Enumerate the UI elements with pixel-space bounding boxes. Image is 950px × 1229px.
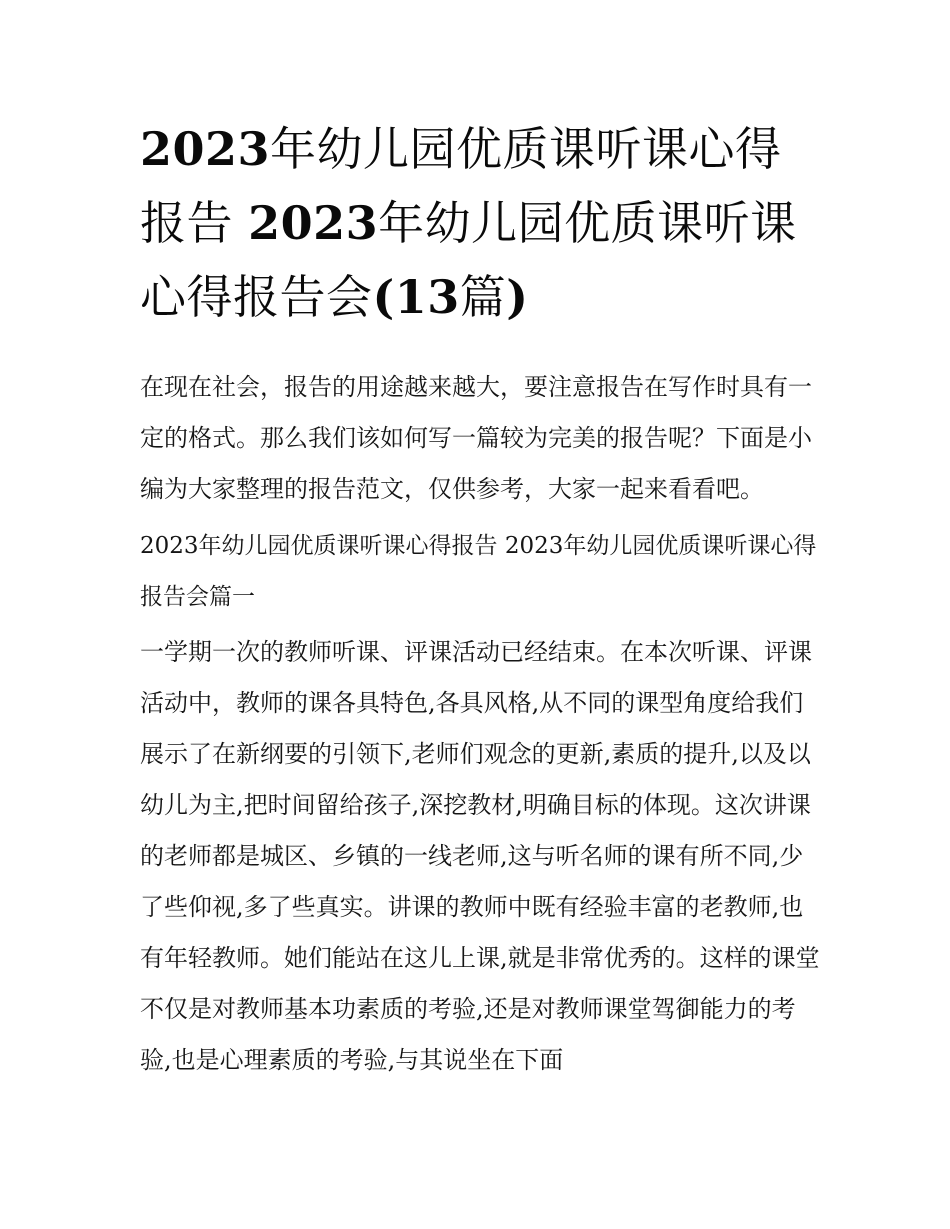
- intro-paragraph: 在现在社会，报告的用途越来越大，要注意报告在写作时具有一定的格式。那么我们该如何写一篇较为完美的报告呢？下面是小编为大家整理的报告范文，仅供参考，大家一起来看看吧。: [140, 373, 812, 503]
- document-title: 2023年幼儿园优质课听课心得报告 2023年幼儿园优质课听课心得报告会(13篇): [140, 122, 797, 324]
- section-heading: 2023年幼儿园优质课听课心得报告 2023年幼儿园优质课听课心得报告会篇一: [140, 533, 817, 610]
- body-paragraph: 一学期一次的教师听课、评课活动已经结束。在本次听课、评课活动中，教师的课各具特色,各具风格,从不同的课型角度给我们展示了在新纲要的引领下,老师们观念的更新,素质的提升,以及以幼儿为主,把时间留给孩子,深挖教材,明确目标的体现。这次讲课的老师都是城区、乡镇的一线老师,这与听名师的课有所不同,少了些仰视,多了些真实。讲课的教师中既有经验丰富的老教师,也有年轻教师。她们能站在这儿上课,就是非常优秀的。这样的课堂不仅是对教师基本功素质的考验,还是对教师课堂驾御能力的考验,也是心理素质的考验,与其说坐在下面: [140, 638, 820, 1074]
